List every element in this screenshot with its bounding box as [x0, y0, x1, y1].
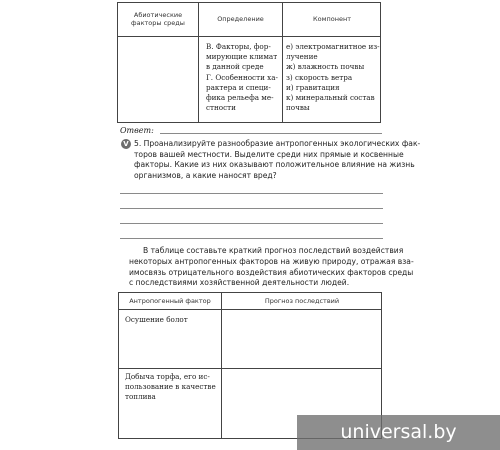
table-row-1-factor: [125, 315, 188, 325]
task-line: торов вашей местности. Выделите среди них прямые и косвенные: [134, 149, 404, 159]
table-header-divider: [118, 36, 380, 37]
task-line: 5. Проанализируйте разнообразие антропогенных экологических фак-: [134, 139, 421, 148]
instruction-line: имосвязь отрицательного воздействия абиотических факторов среды: [129, 267, 414, 277]
task-line: организмов, а какие наносят вред?: [134, 170, 277, 180]
abiotic-factors-table: [117, 2, 381, 123]
answer-line[interactable]: [120, 208, 383, 209]
component-line: з) скорость ветра: [286, 72, 353, 82]
instruction-line: с последствиями хозяйственной деятельности людей.: [129, 278, 350, 288]
definition-line: стности: [206, 103, 236, 113]
definition-line: В. Факторы, фор-: [206, 42, 271, 51]
definition-line: Г. Особенности ха-: [206, 72, 278, 82]
answer-line[interactable]: [160, 133, 382, 134]
forecast-input-row-1[interactable]: [222, 310, 382, 368]
answer-line[interactable]: [120, 223, 383, 224]
instruction-text: [129, 246, 414, 289]
factor-line: топлива: [125, 392, 156, 402]
definition-line: в данной среде: [206, 62, 264, 72]
task-level-badge: V: [121, 139, 131, 149]
component-line: лучение: [286, 52, 318, 62]
instruction-line: В таблице составьте краткий прогноз последствий воздействия: [143, 246, 404, 255]
component-line: почвы: [286, 103, 310, 113]
table-header-definition: Определение: [217, 15, 264, 23]
watermark: universal.by: [297, 415, 500, 450]
task-5-text: [134, 139, 420, 181]
definition-cell: [206, 42, 278, 113]
table-row-2-factor: [125, 372, 216, 403]
table-header-component: Компонент: [312, 15, 351, 23]
table-header-forecast: Прогноз последствий: [264, 297, 340, 305]
table-header-anthropogenic-factor: Антропогенный фактор: [129, 297, 211, 305]
answer-line[interactable]: [120, 238, 383, 239]
component-line: ж) влажность почвы: [286, 62, 365, 72]
component-line: и) гравитация: [286, 82, 340, 92]
answer-line[interactable]: [120, 193, 383, 194]
definition-line: фика рельефа ме-: [206, 93, 274, 103]
definition-line: рактера и специ-: [206, 82, 271, 92]
component-line: е) электромагнитное из-: [286, 42, 380, 51]
answer-label: Ответ:: [120, 126, 154, 135]
definition-line: мирующие климат: [206, 52, 278, 62]
component-line: к) минеральный состав: [286, 93, 375, 103]
factor-line: Добыча торфа, его ис-: [125, 372, 210, 381]
component-cell: [286, 42, 380, 113]
task-line: факторы. Какие из них оказывают положительное влияние на жизнь: [134, 160, 415, 170]
factor-line: Осушение болот: [125, 315, 188, 324]
factor-line: пользование в качестве: [125, 382, 216, 392]
instruction-line: некоторых антропогенных факторов на живую природу, отражая вза-: [129, 256, 414, 266]
table-header-abiotic-factors: Абиотические факторы среды: [131, 11, 185, 27]
